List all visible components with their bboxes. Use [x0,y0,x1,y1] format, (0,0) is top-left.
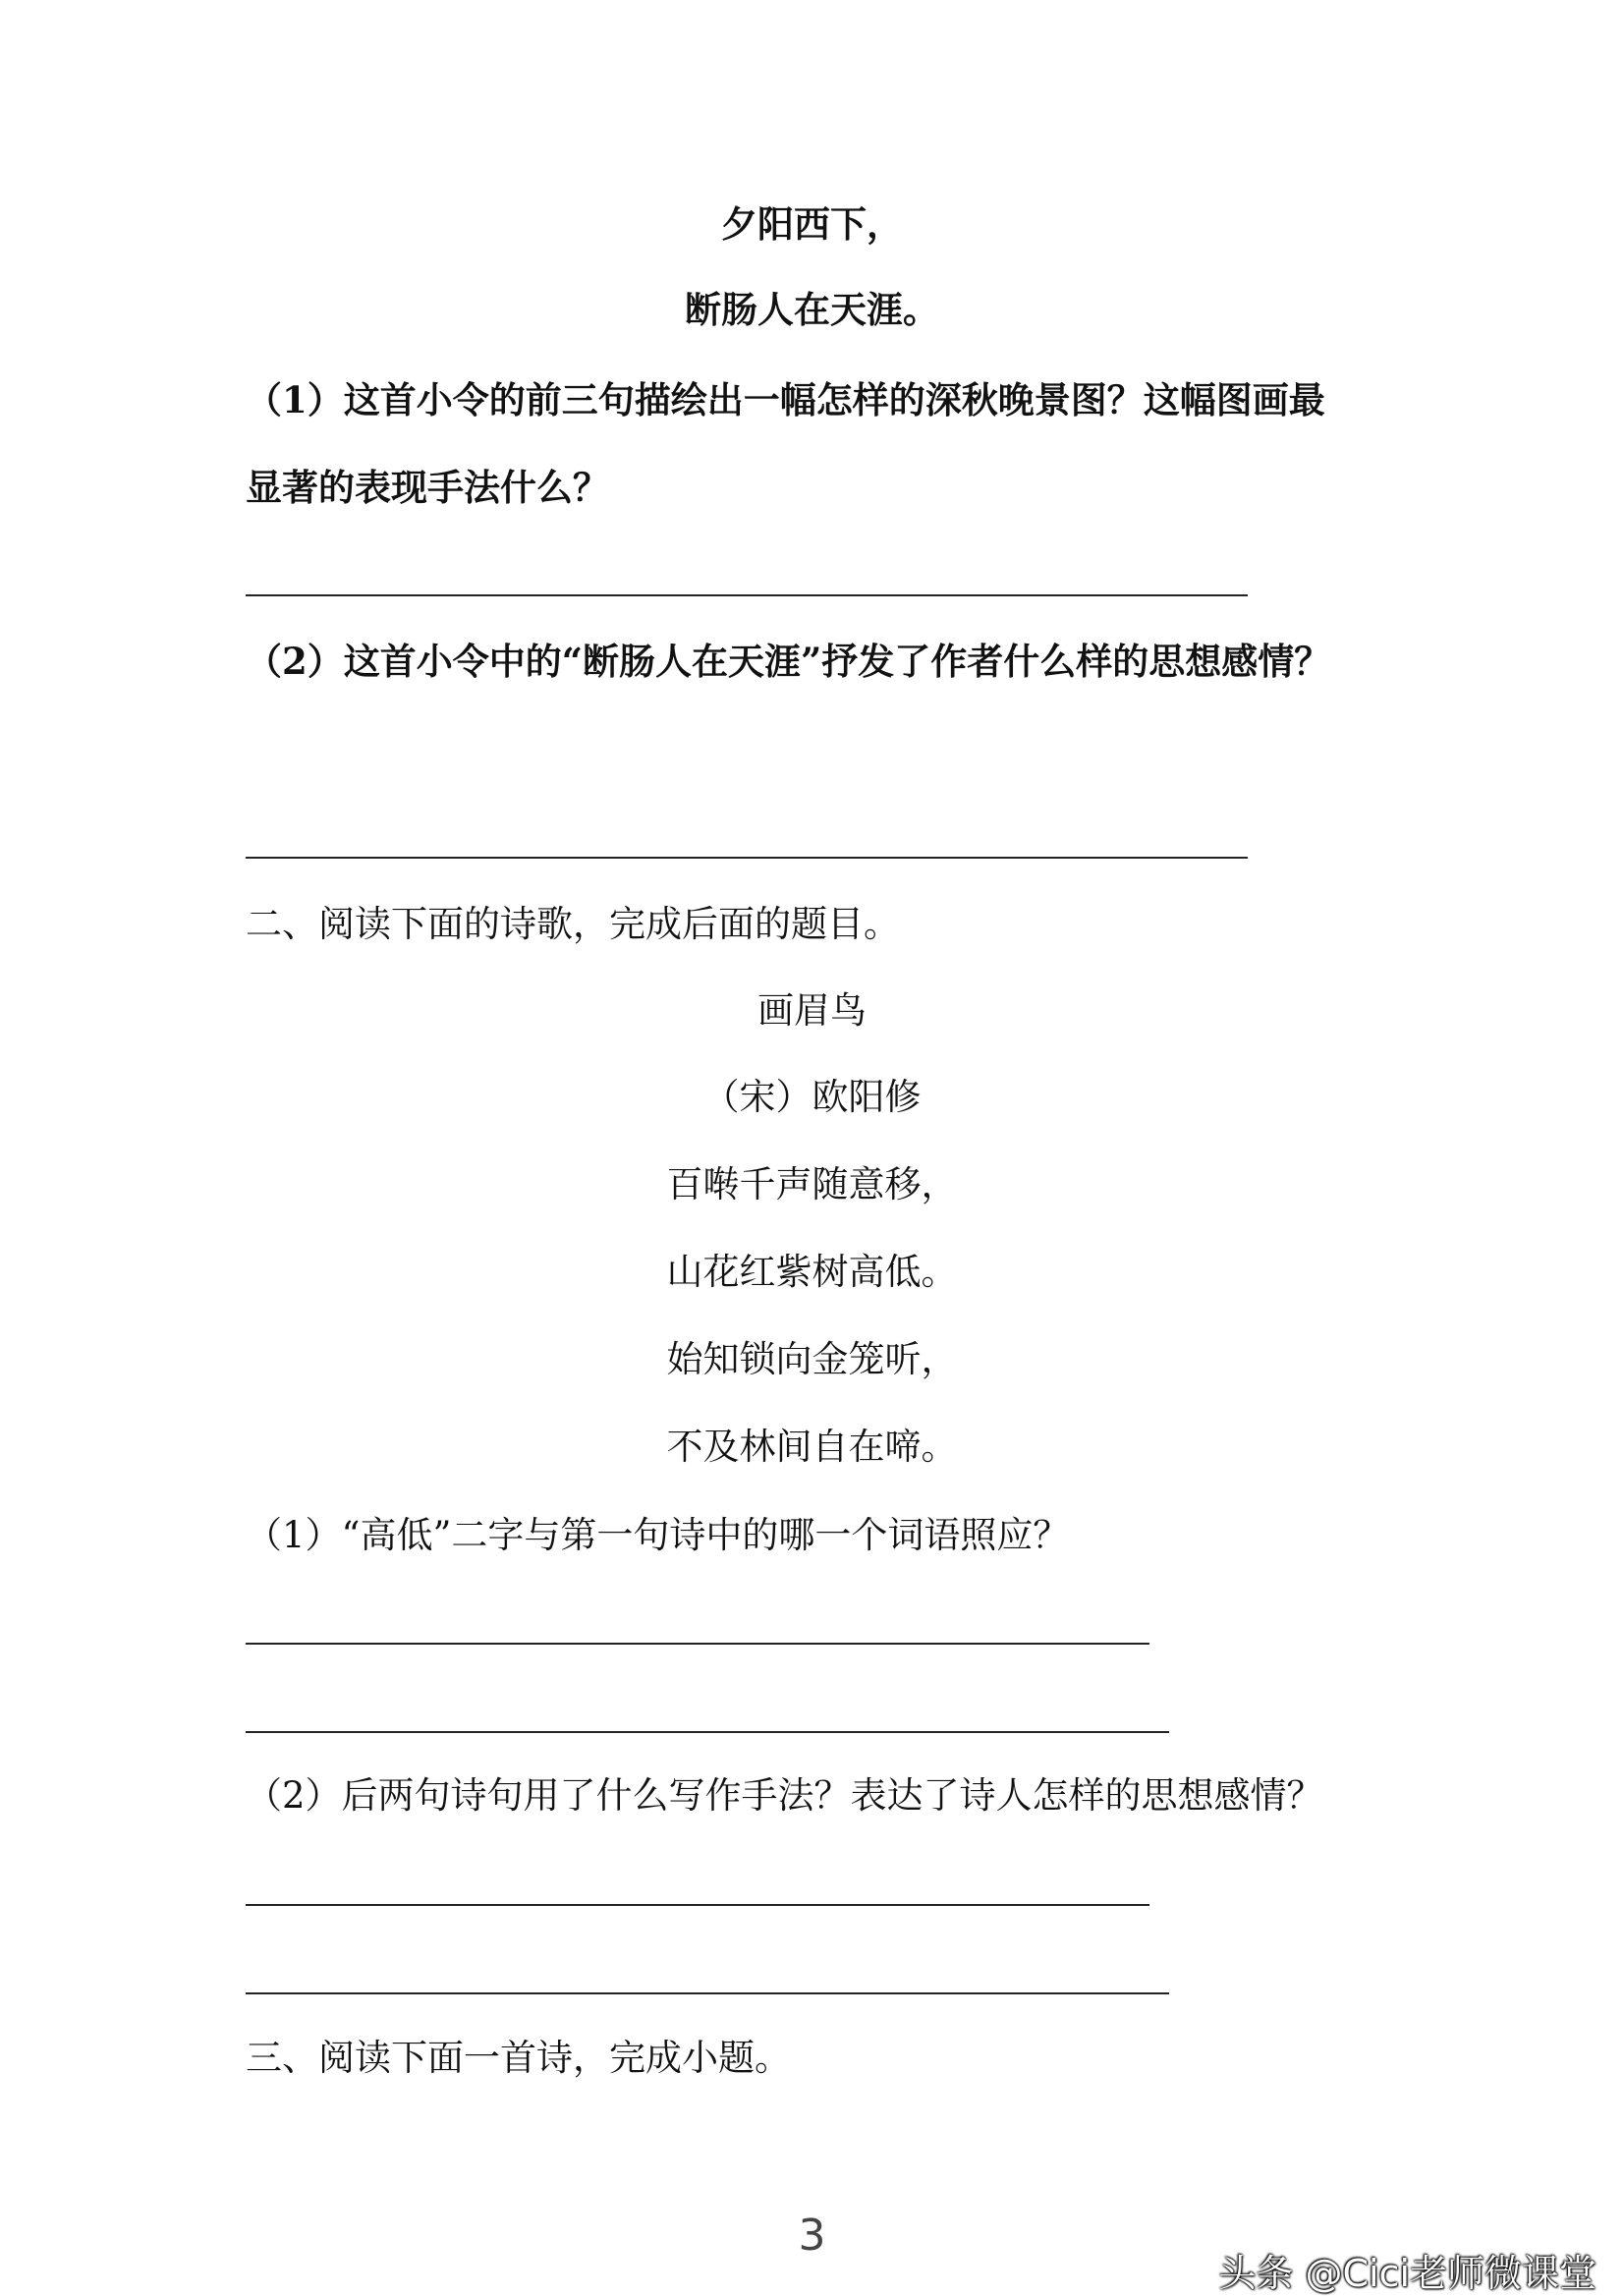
watermark: 头条 @Cici老师微课堂 [1218,2252,1596,2295]
poem-line: 百啭千声随意移， [666,1163,958,1205]
poem-line: 山花红紫树高低。 [666,1251,958,1293]
poem-line: 断肠人在天涯。 [685,288,939,331]
answer-line[interactable] [246,1731,1169,1733]
answer-line[interactable] [246,1643,1149,1645]
question-1-2: （2）这首小令中的“断肠人在天涯”抒发了作者什么样的思想感情？ [246,640,1331,683]
question-2-2: （2）后两句诗句用了什么写作手法？表达了诗人怎样的思想感情？ [246,1774,1323,1817]
question-1-1: （1）这首小令的前三句描绘出一幅怎样的深秋晚景图？这幅图画最 [246,378,1325,421]
poem-line: 不及林间自在啼。 [666,1426,958,1468]
section-2-heading: 二、阅读下面的诗歌，完成后面的题目。 [246,903,900,945]
question-2-1: （1）“高低”二字与第一句诗中的哪一个词语照应？ [246,1514,1070,1556]
answer-line[interactable] [246,857,1248,859]
page-number: 3 [798,2211,826,2261]
answer-line[interactable] [246,594,1248,596]
poem-author: （宋）欧阳修 [702,1076,922,1118]
question-1-1-cont: 显著的表现手法什么？ [246,466,609,509]
poem-line: 始知锁向金笼听， [666,1338,958,1380]
section-3-heading: 三、阅读下面一首诗，完成小题。 [246,2037,791,2079]
poem-title: 画眉鸟 [757,989,867,1032]
answer-line[interactable] [246,1992,1169,1994]
poem-line: 夕阳西下， [721,202,903,246]
answer-line[interactable] [246,1904,1149,1906]
